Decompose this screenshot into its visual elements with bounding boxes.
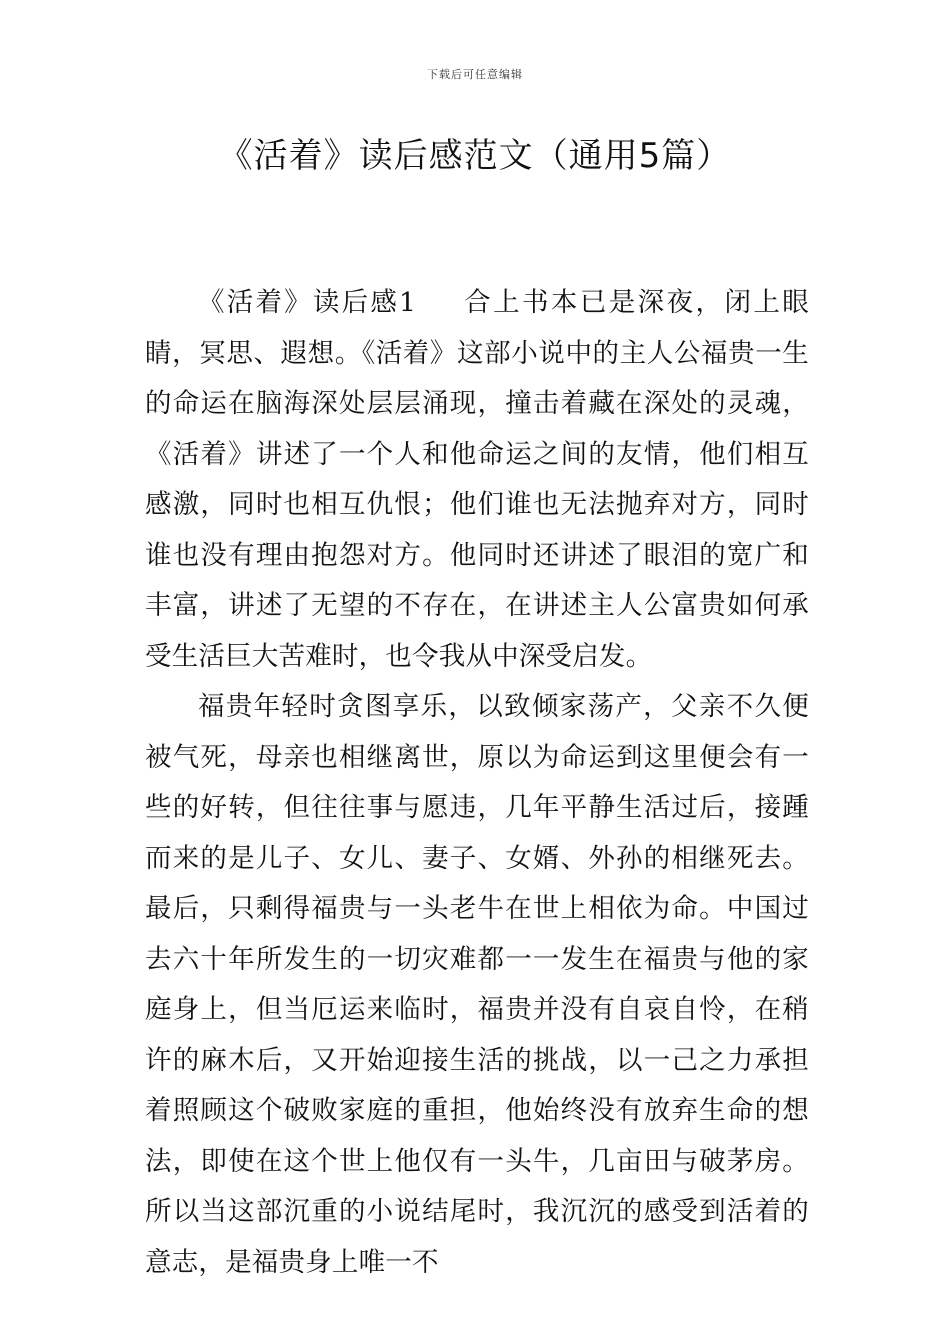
document-body: [145, 278, 809, 1288]
header-note: 下载后可任意编辑: [427, 68, 523, 81]
paragraph-2: 福贵年轻时贪图享乐，以致倾家荡产，父亲不久便被气死，母亲也相继离世，原以为命运到这里便会有一些的好转，但往往事与愿违，几年平静生活过后，接踵而来的是儿子、女儿、妻子、女婿、外孙的相继死去。最后，只剩得福贵与一头老牛在世上相依为命。中国过去六十年所发生的一切灾难都一一发生在福贵与他的家庭身上，但当厄运来临时，福贵并没有自哀自怜，在稍许的麻木后，又开始迎接生活的挑战，以一己之力承担着照顾这个破败家庭的重担，他始终没有放弃生命的想法，即使在这个世上他仅有一头牛，几亩田与破茅房。所以当这部沉重的小说结尾时，我沉沉的感受到活着的意志，是福贵身上唯一不: [145, 691, 809, 1278]
document-title: 《活着》读后感范文（通用5篇）: [218, 136, 732, 176]
paragraph-1: [145, 278, 809, 682]
section-label: 《活着》读后感1: [198, 287, 416, 318]
paragraph-1-text: 合上书本已是深夜，闭上眼睛，冥思、遐想。《活着》这部小说中的主人公福贵一生的命运在脑海深处层层涌现，撞击着藏在深处的灵魂，《活着》讲述了一个人和他命运之间的友情，他们相互感激，同时也相互仇恨；他们谁也无法抛弃对方，同时谁也没有理由抱怨对方。他同时还讲述了眼泪的宽广和丰富，讲述了无望的不存在，在讲述主人公富贵如何承受生活巨大苦难时，也令我从中深受启发。: [145, 287, 809, 672]
